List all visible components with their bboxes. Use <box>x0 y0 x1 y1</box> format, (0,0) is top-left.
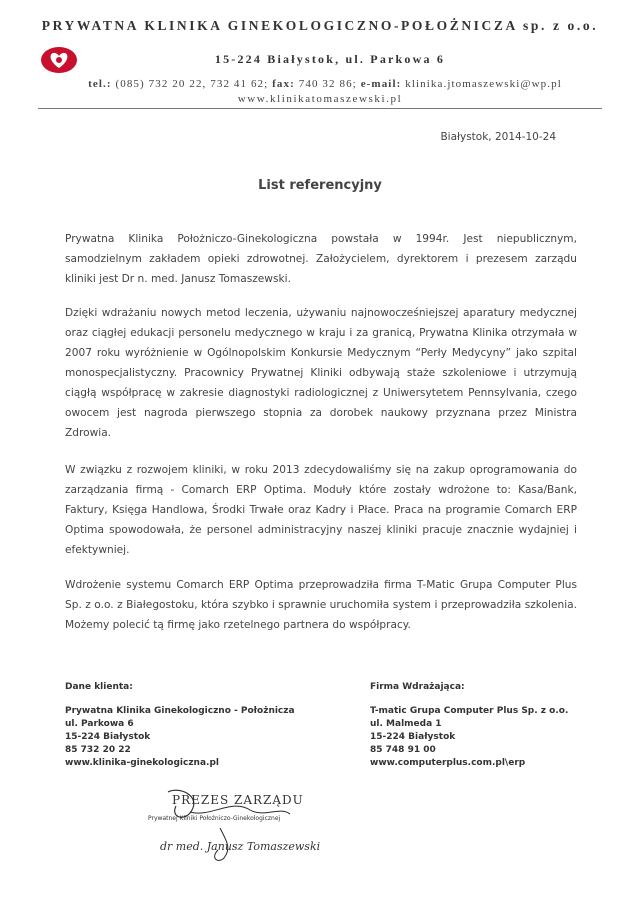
implementer-website[interactable]: www.computerplus.com.pl\erp <box>370 758 526 768</box>
client-details <box>65 705 295 770</box>
company-name: PRYWATNA KLINIKA GINEKOLOGICZNO-POŁOŻNICZA sp. z o.o. <box>41 18 599 33</box>
signatory-name: dr med. Janusz Tomaszewski <box>160 840 321 853</box>
client-label: Dane klienta: <box>65 682 133 692</box>
date-line: Białystok, 2014-10-24 <box>440 131 556 143</box>
implementer-line: T-matic Grupa Computer Plus Sp. z o.o. <box>370 706 569 716</box>
implementer-label: Firma Wdrażająca: <box>370 682 465 692</box>
implementer-line: 15-224 Białystok <box>370 732 456 742</box>
email-label: e-mail: <box>360 78 402 90</box>
client-website[interactable]: www.klinika-ginekologiczna.pl <box>65 758 219 768</box>
letter-title: List referencyjny <box>258 178 382 193</box>
client-line: Prywatna Klinika Ginekologiczno - Położnicza <box>65 706 295 716</box>
client-line: 85 732 20 22 <box>65 745 131 755</box>
paragraph-intro: Prywatna Klinika Położniczo-Ginekologiczna powstała w 1994r. Jest niepublicznym, samodzielnym zakładem opieki zdrowotnej. Założycielem, dyrektorem i prezesem zarządu kliniki jest Dr n. med. Janusz Tomaszewski. <box>65 233 577 285</box>
fax-label: fax: <box>272 78 295 90</box>
paragraph-implementation: Wdrożenie systemu Comarch ERP Optima przeprowadziła firma T-Matic Grupa Computer Plus Sp. z o.o. z Białegostoku, która szybko i sprawnie uruchomiła system i przeprowadziła szkolenia. Możemy polecić tą firmę jako rzetelnego partnera do współpracy. <box>65 579 577 631</box>
fax-value: 740 32 86; <box>298 78 357 90</box>
tel-value: (085) 732 20 22, 732 41 62; <box>115 78 269 90</box>
stamp-signature-icon <box>140 788 310 868</box>
stamp-org: Prywatnej Kliniki Położniczo-Ginekologicznej <box>148 815 281 822</box>
implementer-details <box>370 705 568 770</box>
clinic-address: 15-224 Białystok, ul. Parkowa 6 <box>214 52 446 66</box>
implementer-line: ul. Malmeda 1 <box>370 719 442 729</box>
stamp-title: PREZES ZARZĄDU <box>172 793 304 807</box>
website-link[interactable]: www.klinikatomaszewski.pl <box>237 93 403 105</box>
header-divider <box>38 108 602 109</box>
paragraph-erp: W związku z rozwojem kliniki, w roku 2013 zdecydowaliśmy się na zakup oprogramowania do zarządzania firmą - Comarch ERP Optima. Moduły które zostały wdrożone to: Kasa/Bank, Faktury, Księga Handlowa, Środki Trwałe oraz Kadry i Płace. Praca na programie Comarch ERP Optima spowodowała, że personel administracyjny naszej kliniki pracuje znacznie wydajniej i efektywniej. <box>65 464 577 556</box>
implementer-line: 85 748 91 00 <box>370 745 436 755</box>
email-value[interactable]: klinika.jtomaszewski@wp.pl <box>405 78 562 90</box>
paragraph-achievements: Dzięki wdrażaniu nowych metod leczenia, używaniu najnowocześniejszej aparatury medycznej oraz ciągłej edukacji personelu medycznego w kraju i za granicą, Prywatna Klinika otrzymała w 2007 roku wyróżnienie w Ogólnopolskim Konkursie Medycznym “Perły Medycyny” jako szpital monospecjalistyczny. Pracownicy Prywatnej Kliniki odbywają staże szkoleniowe i utrzymują ciągłą współpracę w zakresie diagnostyki radiologicznej z Uniwersytetem Pennsylvania, czego owocem jest nagroda pierwszego stopnia za dorobek naukowy przyznana przez Ministra Zdrowia. <box>65 307 577 439</box>
client-line: ul. Parkowa 6 <box>65 719 134 729</box>
contact-line <box>40 78 610 90</box>
client-line: 15-224 Białystok <box>65 732 151 742</box>
tel-label: tel.: <box>88 78 112 90</box>
